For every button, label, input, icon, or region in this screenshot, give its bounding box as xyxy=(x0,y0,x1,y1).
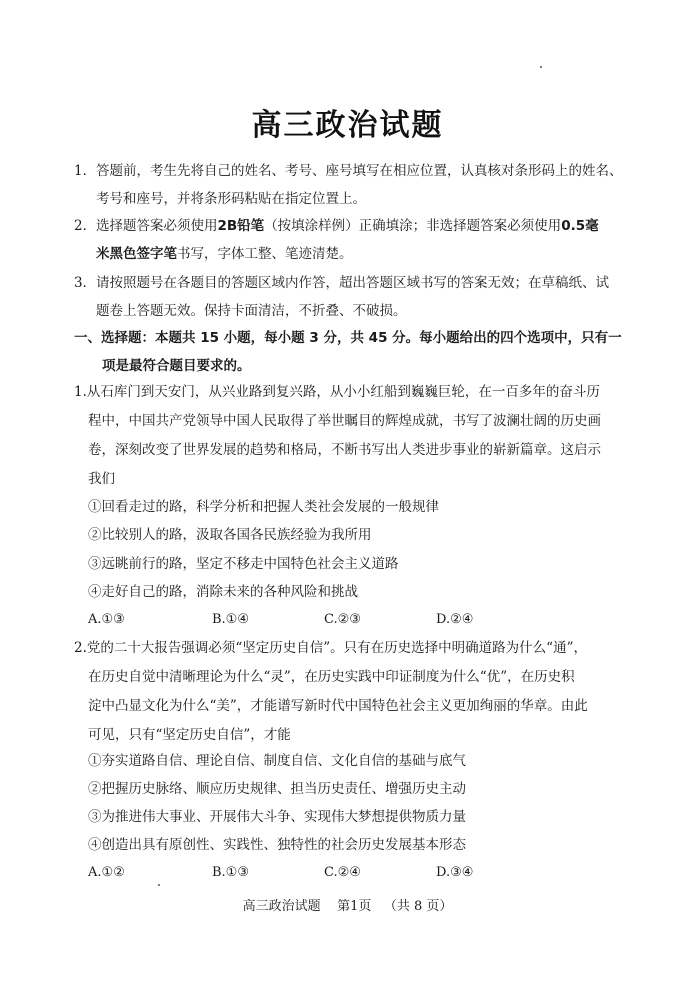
choice-a: A.①③ xyxy=(88,612,125,627)
instruction-number: 2． xyxy=(74,218,97,234)
choice-d: D.③④ xyxy=(436,865,474,880)
question-stem-line: 卷，深刻改变了世界发展的趋势和格局，不断书写出人类进步事业的崭新篇章。这启示 xyxy=(88,442,601,458)
instruction-text: 题卷上答题无效。保持卡面清洁，不折叠、不破损。 xyxy=(96,303,407,319)
section-header-line: 项是最符合题目要求的。 xyxy=(102,358,251,374)
question-2-stem xyxy=(74,634,634,750)
instruction-text: 答题前，考生先将自己的姓名、考号、座号填写在相应位置，认真核对条形码上的姓名、 xyxy=(96,163,623,179)
instruction-bold-text: 米黑色签字笔 xyxy=(96,246,177,262)
question-2-choices xyxy=(88,859,508,887)
question-stem-line: 2.党的二十大报告强调必须“坚定历史自信”。只有在历史选择中明确道路为什么“通”， xyxy=(74,640,587,656)
choice-c: C.②④ xyxy=(324,865,361,880)
instruction-number: 1． xyxy=(74,163,97,179)
page-title: 高三政治试题 xyxy=(251,108,444,143)
scan-speck xyxy=(540,66,542,68)
section-header xyxy=(74,324,634,380)
question-stem-line: 我们 xyxy=(88,471,115,487)
instruction-text: 请按照题号在各题目的答题区域内作答，超出答题区域书写的答案无效；在草稿纸、试 xyxy=(96,275,609,291)
choice-b: B.①③ xyxy=(212,865,249,880)
section-header-line: 一、选择题：本题共 15 小题，每小题 3 分，共 45 分。每小题给出的四个选项中，只有一 xyxy=(74,330,622,346)
question-1-option-2: ②比较别人的路，汲取各国各民族经验为我所用 xyxy=(88,527,372,543)
choice-a: A.①② xyxy=(88,865,125,880)
question-1-option-4: ④走好自己的路，消除未来的各种风险和挑战 xyxy=(88,584,358,600)
instruction-text: 书写，字体工整、笔迹清楚。 xyxy=(177,246,353,262)
question-2-option-3: ③为推进伟大事业、开展伟大斗争、实现伟大梦想提供物质力量 xyxy=(88,809,466,825)
question-2-option-1: ①夯实道路自信、理论自信、制度自信、文化自信的基础与底气 xyxy=(88,753,466,769)
instruction-text: （按填涂样例）正确填涂；非选择题答案必须使用 xyxy=(264,218,562,234)
question-2-option-4: ④创造出具有原创性、实践性、独特性的社会历史发展基本形态 xyxy=(88,837,466,853)
question-2-option-2: ②把握历史脉络、顺应历史规律、担当历史责任、增强历史主动 xyxy=(88,781,466,797)
question-stem-line: 淀中凸显文化为什么“美”，才能谱写新时代中国特色社会主义更加绚丽的华章。由此 xyxy=(88,698,588,714)
question-1-option-1: ①回看走过的路，科学分析和把握人类社会发展的一般规律 xyxy=(88,499,439,515)
choice-c: C.②③ xyxy=(324,612,361,627)
instruction-number: 3． xyxy=(74,275,97,291)
question-stem-line: 1.从石库门到天安门，从兴业路到复兴路，从小小红船到巍巍巨轮，在一百多年的奋斗历 xyxy=(74,384,600,400)
instruction-bold-text: 0.5毫 xyxy=(561,218,599,234)
page-footer: 高三政治试题 第1页 （共 8 页） xyxy=(242,899,453,914)
instruction-bold-text: 2B铅笔 xyxy=(217,218,265,234)
question-stem-line: 在历史自觉中清晰理论为什么“灵”，在历史实践中印证制度为什么“优”，在历史积 xyxy=(88,669,575,685)
question-stem-line: 程中，中国共产党领导中国人民取得了举世瞩目的辉煌成就，书写了波澜壮阔的历史画 xyxy=(88,413,601,429)
question-1-choices xyxy=(88,606,508,634)
choice-d: D.②④ xyxy=(436,612,474,627)
instruction-2 xyxy=(74,212,634,268)
instruction-1 xyxy=(74,157,634,213)
question-1-option-3: ③远眺前行的路，坚定不移走中国特色社会主义道路 xyxy=(88,556,399,572)
instruction-text: 考号和座号，并将条形码粘贴在指定位置上。 xyxy=(96,191,366,207)
instruction-text: 选择题答案必须使用 xyxy=(96,218,218,234)
choice-b: B.①④ xyxy=(212,612,249,627)
question-stem-line: 可见，只有“坚定历史自信”，才能 xyxy=(88,727,291,743)
instruction-3 xyxy=(74,269,634,325)
question-1-stem xyxy=(74,378,634,494)
